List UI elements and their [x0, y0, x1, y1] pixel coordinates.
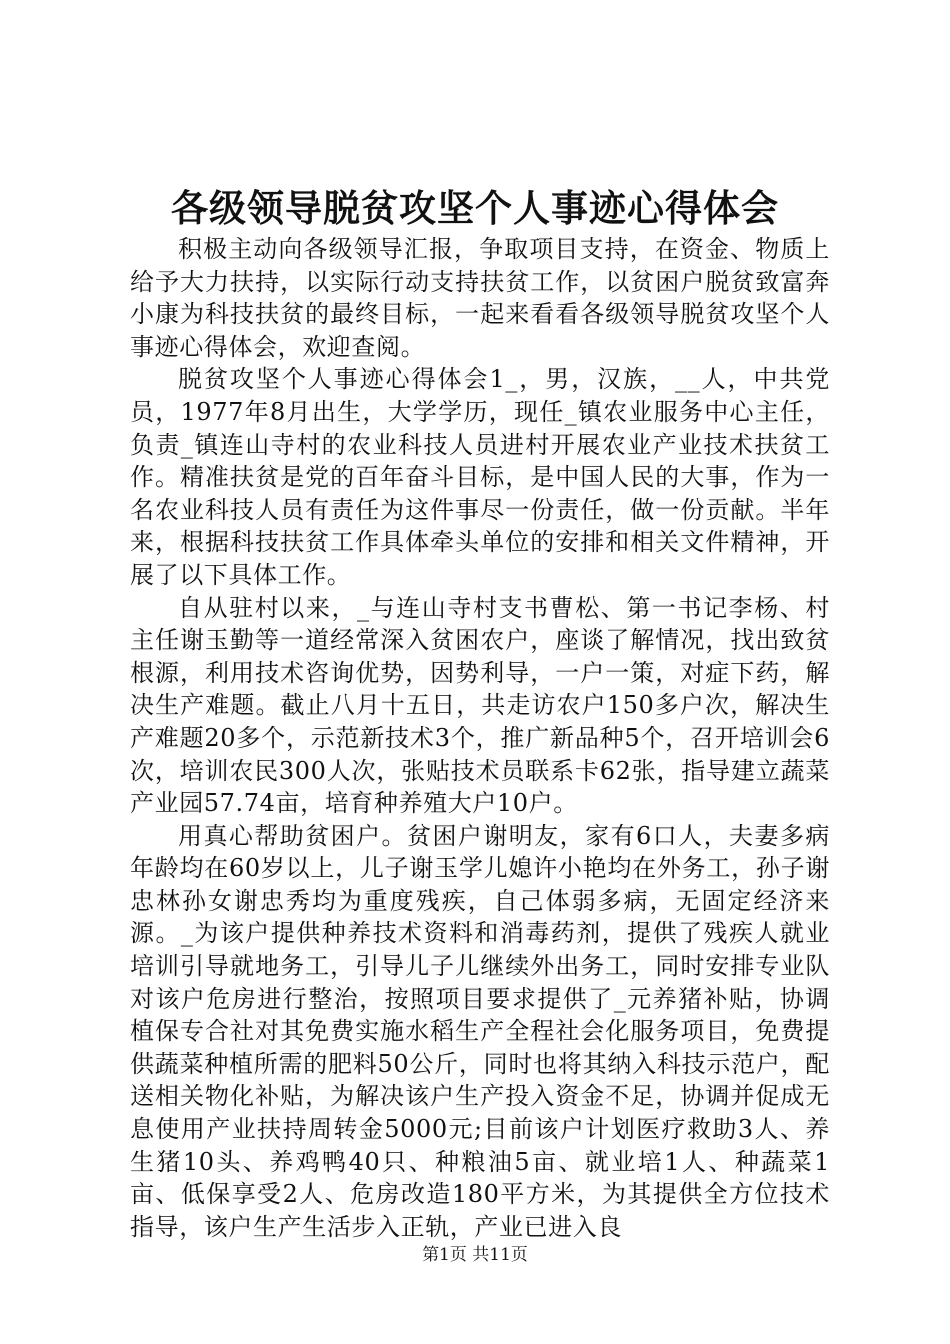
document-title: 各级领导脱贫攻坚个人事迹心得体会 [171, 186, 779, 230]
paragraph-profile: 脱贫攻坚个人事迹心得体会1_，男，汉族，__人，中共党员，1977年8月出生，大学学历，现任_镇农业服务中心主任，负责_镇连山寺村的农业科技人员进村开展农业产业技术扶贫工作。精准扶贫是党的百年奋斗目标，是中国人民的大事，作为一名农业科技人员有责任为这件事尽一份责任，做一份贡献。半年来，根据科技扶贫工作具体牵头单位的安排和相关文件精神，开展了以下具体工作。 [130, 365, 830, 589]
paragraph-intro: 积极主动向各级领导汇报，争取项目支持，在资金、物质上给予大力扶持，以实际行动支持扶贫工作，以贫困户脱贫致富奔小康为科技扶贫的最终目标，一起来看看各级领导脱贫攻坚个人事迹心得体会，欢迎查阅。 [130, 235, 830, 361]
paragraph-work-summary: 自从驻村以来，_与连山寺村支书曹松、第一书记李杨、村主任谢玉勤等一道经常深入贫困农户，座谈了解情况，找出致贫根源，利用技术咨询优势，因势利导，一户一策，对症下药，解决生产难题。截止八月十五日，共走访农户150多户次，解决生产难题20多个，示范新技术3个，推广新品种5个，召开培训会6次，培训农民300人次，张贴技术员联系卡62张，指导建立蔬菜产业园57.74亩，培育种养殖大户10户。 [130, 593, 830, 818]
page-number-footer: 第1页 共11页 [422, 1245, 528, 1265]
document-body [130, 233, 830, 1243]
paragraph-household-help: 用真心帮助贫困户。贫困户谢明友，家有6口人，夫妻多病年龄均在60岁以上，儿子谢玉学儿媳许小艳均在外务工，孙子谢忠林孙女谢忠秀均为重度残疾，自己体弱多病，无固定经济来源。_为该户提供种养技术资料和消毒药剂，提供了残疾人就业培训引导就地务工，引导儿子儿继续外出务工，同时安排专业队对该户危房进行整治，按照项目要求提供了_元养猪补贴，协调植保专合社对其免费实施水稻生产全程社会化服务项目，免费提供蔬菜种植所需的肥料50公斤，同时也将其纳入科技示范户，配送相关物化补贴，为解决该户生产投入资金不足，协调并促成无息使用产业扶持周转金5000元;目前该户计划医疗救助3人、养生猪10头、养鸡鸭40只、种粮油5亩、就业培1人、种蔬菜1亩、低保享受2人、危房改造180平方米，为其提供全方位技术指导，该户生产生活步入正轨，产业已进入良 [130, 821, 830, 1241]
